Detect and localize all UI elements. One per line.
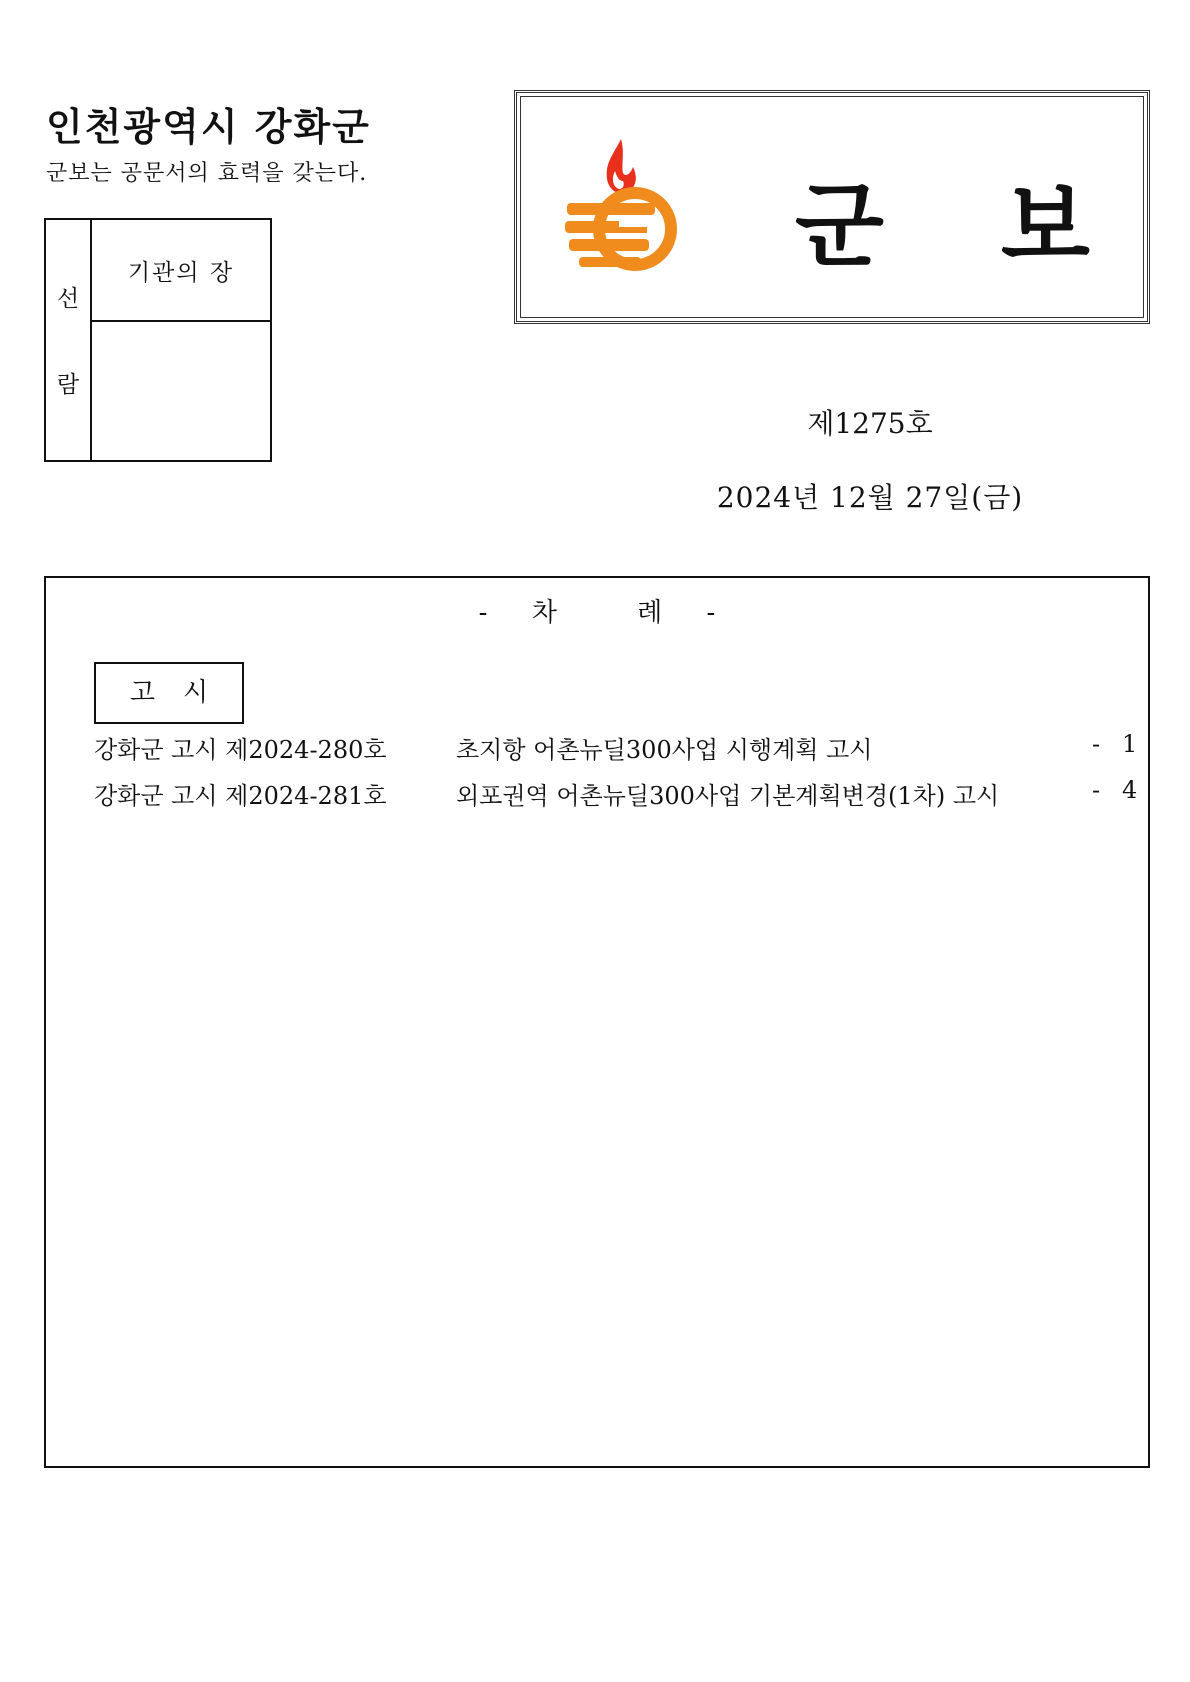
toc-entry[interactable] — [46, 776, 1148, 816]
bulletin-subtitle: 군보는 공문서의 효력을 갖는다. — [46, 161, 368, 186]
bulletin-title-box — [514, 90, 1150, 324]
title-char-gun: 군 — [795, 173, 884, 280]
circulation-side-bottom: 람 — [56, 372, 80, 398]
toc-title-dash-right: - — [706, 598, 716, 628]
circulation-side-top: 선 — [56, 286, 80, 312]
title-char-bo: 보 — [1001, 173, 1090, 280]
toc-entry-page: 1 — [1122, 730, 1138, 758]
circulation-side-label — [46, 220, 92, 460]
toc-entry-title: 외포권역 어촌뉴딜300사업 기본계획변경(1차) 고시 — [456, 782, 1000, 810]
toc-entry-page: 4 — [1122, 776, 1138, 804]
issue-date: 2024년 12월 27일(금) — [716, 481, 1024, 514]
toc-title — [46, 592, 1148, 629]
government-name: 인천광역시 강화군 — [46, 105, 371, 149]
circulation-box — [44, 218, 272, 462]
toc-entry-number: 강화군 고시 제2024-281호 — [94, 782, 387, 810]
toc-entry-dash: - — [1092, 776, 1101, 804]
table-of-contents — [44, 576, 1150, 1468]
issue-number: 제1275호 — [807, 407, 933, 440]
circulation-head: 기관의 장 — [92, 220, 270, 322]
toc-entry-number: 강화군 고시 제2024-280호 — [94, 736, 387, 764]
ganghwa-county-emblem-icon — [559, 137, 699, 277]
toc-entry[interactable] — [46, 730, 1148, 770]
toc-section-label: 고시 — [94, 662, 244, 724]
toc-title-dash-left: - — [478, 598, 488, 628]
toc-title-char1: 차 — [531, 598, 557, 628]
toc-entry-dash: - — [1092, 730, 1101, 758]
toc-entry-title: 초지항 어촌뉴딜300사업 시행계획 고시 — [456, 736, 873, 764]
toc-title-char2: 례 — [637, 598, 663, 628]
